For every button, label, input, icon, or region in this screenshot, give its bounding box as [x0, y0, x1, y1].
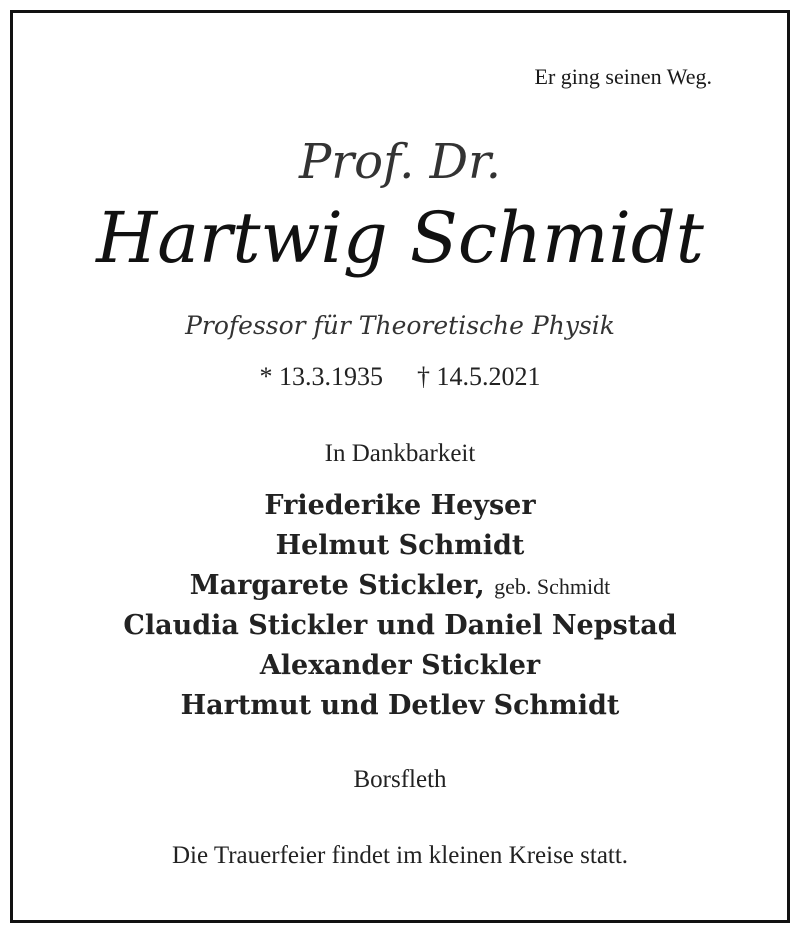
mourner-name: Helmut Schmidt	[275, 530, 525, 561]
mourner-name: Hartmut und Detlev Schmidt	[180, 690, 620, 721]
place: Borsfleth	[353, 766, 447, 793]
motto: Er ging seinen Weg.	[534, 64, 712, 89]
mourner-note: geb. Schmidt	[494, 574, 611, 599]
life-dates	[0, 364, 800, 390]
mourner-name: Friederike Heyser	[264, 490, 536, 521]
mourner-name: Claudia Stickler und Daniel Nepstad	[123, 610, 677, 641]
profession: Professor für Theoretische Physik	[185, 311, 615, 340]
death-date: † 14.5.2021	[417, 362, 541, 391]
mourner-line	[0, 572, 800, 599]
birth-date: * 13.3.1935	[259, 362, 383, 391]
funeral-note: Die Trauerfeier findet im kleinen Kreise statt.	[171, 842, 629, 869]
thanks-line: In Dankbarkeit	[324, 440, 476, 467]
deceased-name: Hartwig Schmidt	[96, 197, 704, 279]
academic-title: Prof. Dr.	[298, 134, 502, 190]
mourner-name: Alexander Stickler	[259, 650, 541, 681]
mourner-name: Margarete Stickler,	[189, 570, 485, 601]
